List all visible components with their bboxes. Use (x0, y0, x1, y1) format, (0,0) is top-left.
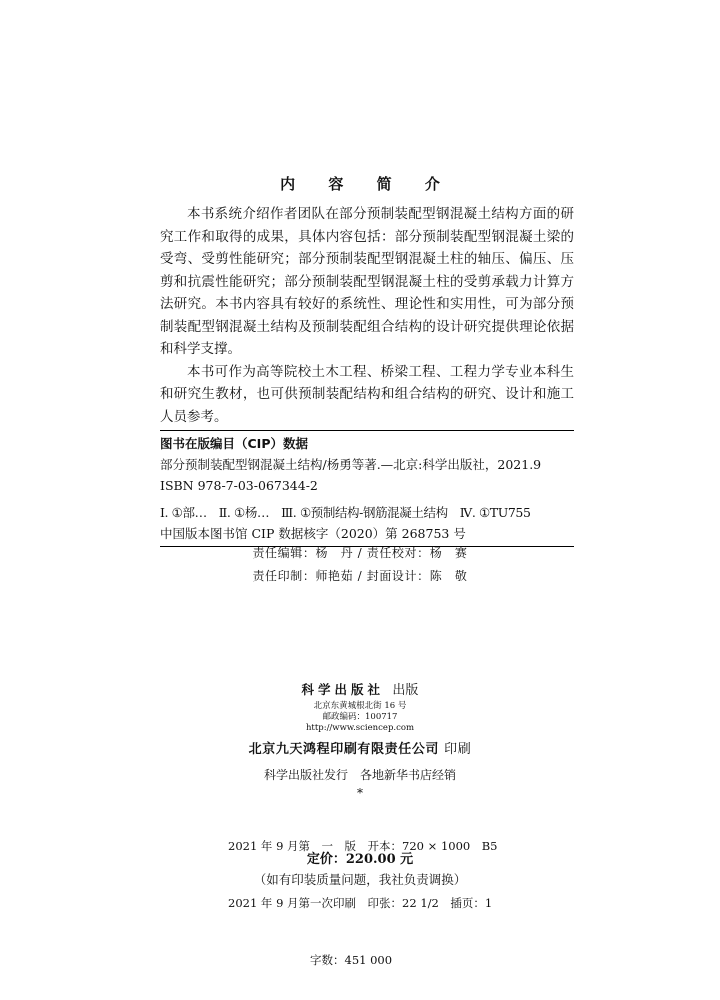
summary-section (160, 203, 574, 428)
editors-row: 责任印制：师艳茹 / 封面设计：陈 敬 (252, 569, 468, 583)
price-label: 定价： (306, 852, 346, 867)
printer-suffix: 印刷 (444, 742, 472, 757)
publisher-block (0, 680, 720, 800)
edition-details (228, 799, 497, 989)
cip-isbn: ISBN 978-7-03-067344-2 (160, 478, 318, 493)
cip-verification-number: 中国版本图书馆 CIP 数据核字（2020）第 268753 号 (160, 526, 466, 541)
cip-block (160, 430, 574, 547)
price-value: 220.00 元 (345, 852, 414, 867)
publisher-name (0, 680, 720, 701)
printer-line (0, 740, 720, 760)
publisher-suffix: 出版 (392, 683, 419, 698)
cip-heading: 图书在版编目（CIP）数据 (160, 436, 308, 451)
printer-name: 北京九天鸿程印刷有限责任公司 (248, 742, 440, 757)
price-line (0, 850, 720, 870)
quality-notice: （如有印装质量问题，我社负责调换） (253, 872, 467, 887)
summary-paragraph: 本书系统介绍作者团队在部分预制装配型钢混凝土结构方面的研究工作和取得的成果，具体内容包括：部分预制装配型钢混凝土梁的受弯、受剪性能研究；部分预制装配型钢混凝土柱的轴压、偏压、压剪和抗震性能研究；部分预制装配型钢混凝土柱的受剪承载力计算方法研究。本书内容具有较好的系统性、理论性和实用性，可为部分预制装配型钢混凝土结构及预制装配组合结构的设计研究提供理论依据和科学支撑。 (160, 206, 574, 357)
distribution-line: 科学出版社发行 各地新华书店经销 (263, 768, 456, 782)
cip-bibliographic-line: 部分预制装配型钢混凝土结构/杨勇等著.—北京:科学出版社，2021.9 (160, 457, 542, 472)
separator-star: * (357, 786, 363, 800)
details-row: 2021 年 9 月第一次印刷 印张：22 1/2 插页：1 (228, 896, 493, 910)
details-row: 2021 年 9 月第 一 版 开本：720 × 1000 B5 (228, 839, 498, 853)
cip-classification: Ⅰ. ①部… Ⅱ. ①杨… Ⅲ. ①预制结构-钢筋混凝土结构 Ⅳ. ①TU755 (160, 505, 531, 520)
publisher-address: 北京东黄城根北街 16 号 (313, 701, 407, 711)
publisher-website: http://www.sciencep.com (305, 723, 415, 733)
page-title: 内 容 简 介 (280, 175, 454, 193)
publisher-postcode: 邮政编码：100717 (322, 712, 398, 722)
details-row: 字数：451 000 (310, 953, 393, 967)
publisher-logo-text: 科学出版社 (301, 682, 385, 697)
summary-paragraph: 本书可作为高等院校土木工程、桥梁工程、工程力学专业本科生和研究生教材，也可供预制装配结构和组合结构的研究、设计和施工人员参考。 (160, 363, 574, 425)
responsible-editors (0, 542, 720, 588)
editors-row: 责任编辑：杨 丹 / 责任校对：杨 赛 (252, 546, 468, 560)
